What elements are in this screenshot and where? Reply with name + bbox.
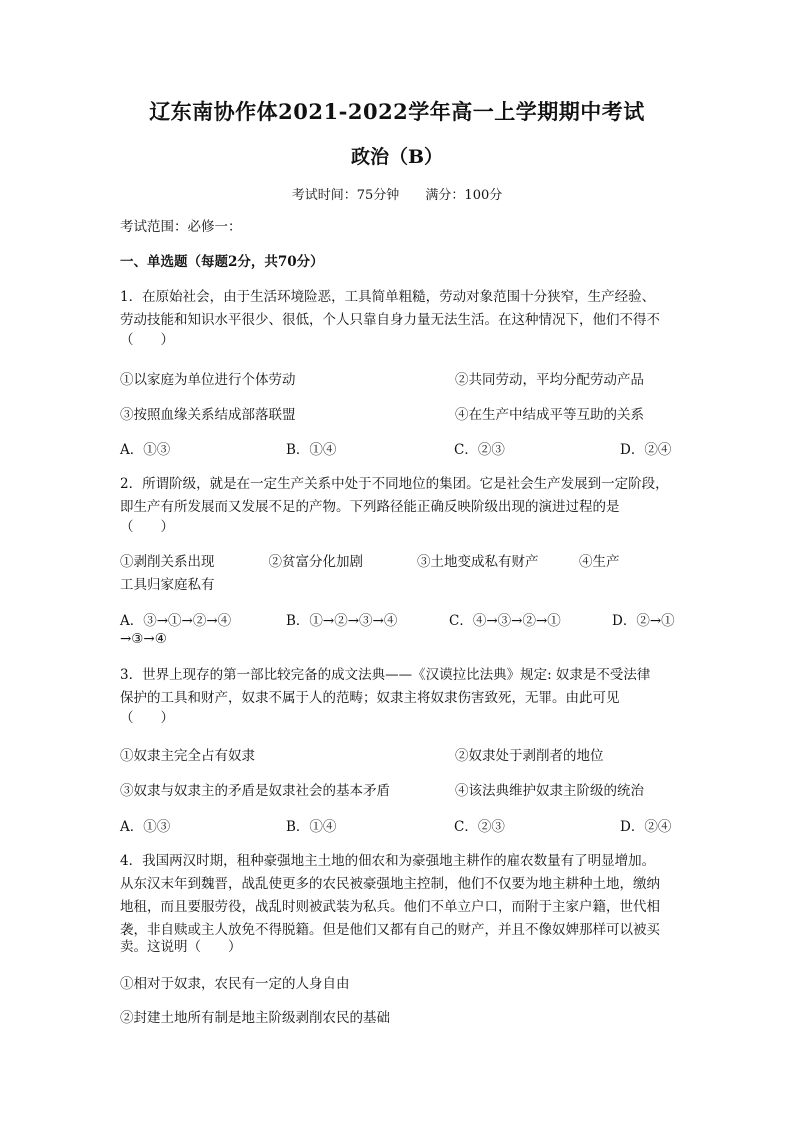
q3-stem-line2: 保护的工具和财产，奴隶不属于人的范畴；奴隶主将奴隶伤害致死，无罪。由此可见 bbox=[120, 690, 620, 706]
q3-choice-b[interactable]: B．①④ bbox=[286, 819, 337, 835]
exam-meta bbox=[0, 184, 794, 203]
exam-subject: 政治（B） bbox=[350, 146, 444, 168]
q3-stem-line1: 3．世界上现存的第一部比较完备的成文法典——《汉谟拉比法典》规定: 奴隶是不受法律 bbox=[120, 667, 651, 683]
q3-option-4: ④该法典维护奴隶主阶级的统治 bbox=[455, 783, 644, 799]
q2-options-line1: ①剥削关系出现 ②贫富分化加剧 ③土地变成私有财产 ④生产 bbox=[120, 554, 620, 570]
q4-stem-line1: 4．我国两汉时期，租种豪强地主土地的佃农和为豪强地主耕作的雇农数量有了明显增加。 bbox=[120, 853, 656, 869]
q1-stem-line2: 劳动技能和知识水平很少、很低，个人只靠自身力量无法生活。在这种情况下，他们不得不 bbox=[120, 312, 660, 328]
q1-choice-a[interactable]: A．①③ bbox=[120, 442, 171, 458]
q3-choice-d[interactable]: D．②④ bbox=[620, 819, 672, 835]
q2-choice-c[interactable]: C．④→③→②→① bbox=[449, 613, 561, 629]
q4-stem-line2: 从东汉末年到魏晋，战乱使更多的农民被豪强地主控制，他们不仅要为地主耕种土地，缴纳 bbox=[120, 876, 660, 892]
q2-choice-d-continued: →③→④ bbox=[120, 631, 167, 647]
q1-option-1: ①以家庭为单位进行个体劳动 bbox=[120, 372, 296, 388]
q2-stem-line2: 即生产有所发展而又发展不足的产物。下列路径能正确反映阶级出现的演进过程的是 bbox=[120, 499, 620, 515]
q2-options-line2: 工具归家庭私有 bbox=[120, 577, 215, 593]
q4-stem-line3: 地租，而且要服劳役，战乱时则被武装为私兵。他们不单立户口，而附于主家户籍，世代相 bbox=[120, 899, 660, 915]
exam-time: 考试时间：75分钟 bbox=[291, 188, 400, 203]
q1-option-4: ④在生产中结成平等互助的关系 bbox=[455, 407, 644, 423]
q3-option-2: ②奴隶处于剥削者的地位 bbox=[455, 748, 604, 764]
q2-choice-b[interactable]: B．①→②→③→④ bbox=[286, 613, 398, 629]
q2-choice-d[interactable]: D．②→① bbox=[612, 613, 675, 629]
q2-stem-line3: （ ） bbox=[120, 519, 174, 535]
q1-choice-b[interactable]: B．①④ bbox=[286, 442, 337, 458]
q1-option-2: ②共同劳动，平均分配劳动产品 bbox=[455, 372, 644, 388]
q4-option-1: ①相对于奴隶，农民有一定的人身自由 bbox=[120, 976, 350, 992]
q4-stem-line4: 袭，非自赎或主人放免不得脱籍。但是他们又都有自己的财产，并且不像奴婢那样可以被买 bbox=[120, 922, 660, 938]
q3-choice-a[interactable]: A．①③ bbox=[120, 819, 171, 835]
q1-option-3: ③按照血缘关系结成部落联盟 bbox=[120, 407, 296, 423]
q3-stem-line3: （ ） bbox=[120, 710, 174, 726]
q4-option-2: ②封建土地所有制是地主阶级剥削农民的基础 bbox=[120, 1010, 390, 1026]
q3-choice-c[interactable]: C．②③ bbox=[454, 819, 505, 835]
q3-option-3: ③奴隶与奴隶主的矛盾是奴隶社会的基本矛盾 bbox=[120, 783, 390, 799]
exam-title: 辽东南协作体2021-2022学年高一上学期期中考试 bbox=[149, 99, 645, 124]
q2-choice-a[interactable]: A．③→①→②→④ bbox=[120, 613, 232, 629]
section-heading: 一、单选题（每题2分，共70分） bbox=[120, 254, 324, 270]
q1-choice-c[interactable]: C．②③ bbox=[454, 442, 505, 458]
exam-scope: 考试范围：必修一： bbox=[120, 219, 242, 235]
q1-stem-line1: 1．在原始社会，由于生活环境险恶，工具简单粗糙，劳动对象范围十分狭窄，生产经验、 bbox=[120, 289, 656, 305]
exam-score: 满分：100分 bbox=[425, 188, 503, 203]
q1-choice-d[interactable]: D．②④ bbox=[620, 442, 672, 458]
q3-option-1: ①奴隶主完全占有奴隶 bbox=[120, 748, 255, 764]
q1-stem-line3: （ ） bbox=[120, 332, 174, 348]
q2-stem-line1: 2．所谓阶级，就是在一定生产关系中处于不同地位的集团。它是社会生产发展到一定阶段， bbox=[120, 476, 669, 492]
q4-stem-line5: 卖。这说明（ ） bbox=[120, 939, 242, 955]
